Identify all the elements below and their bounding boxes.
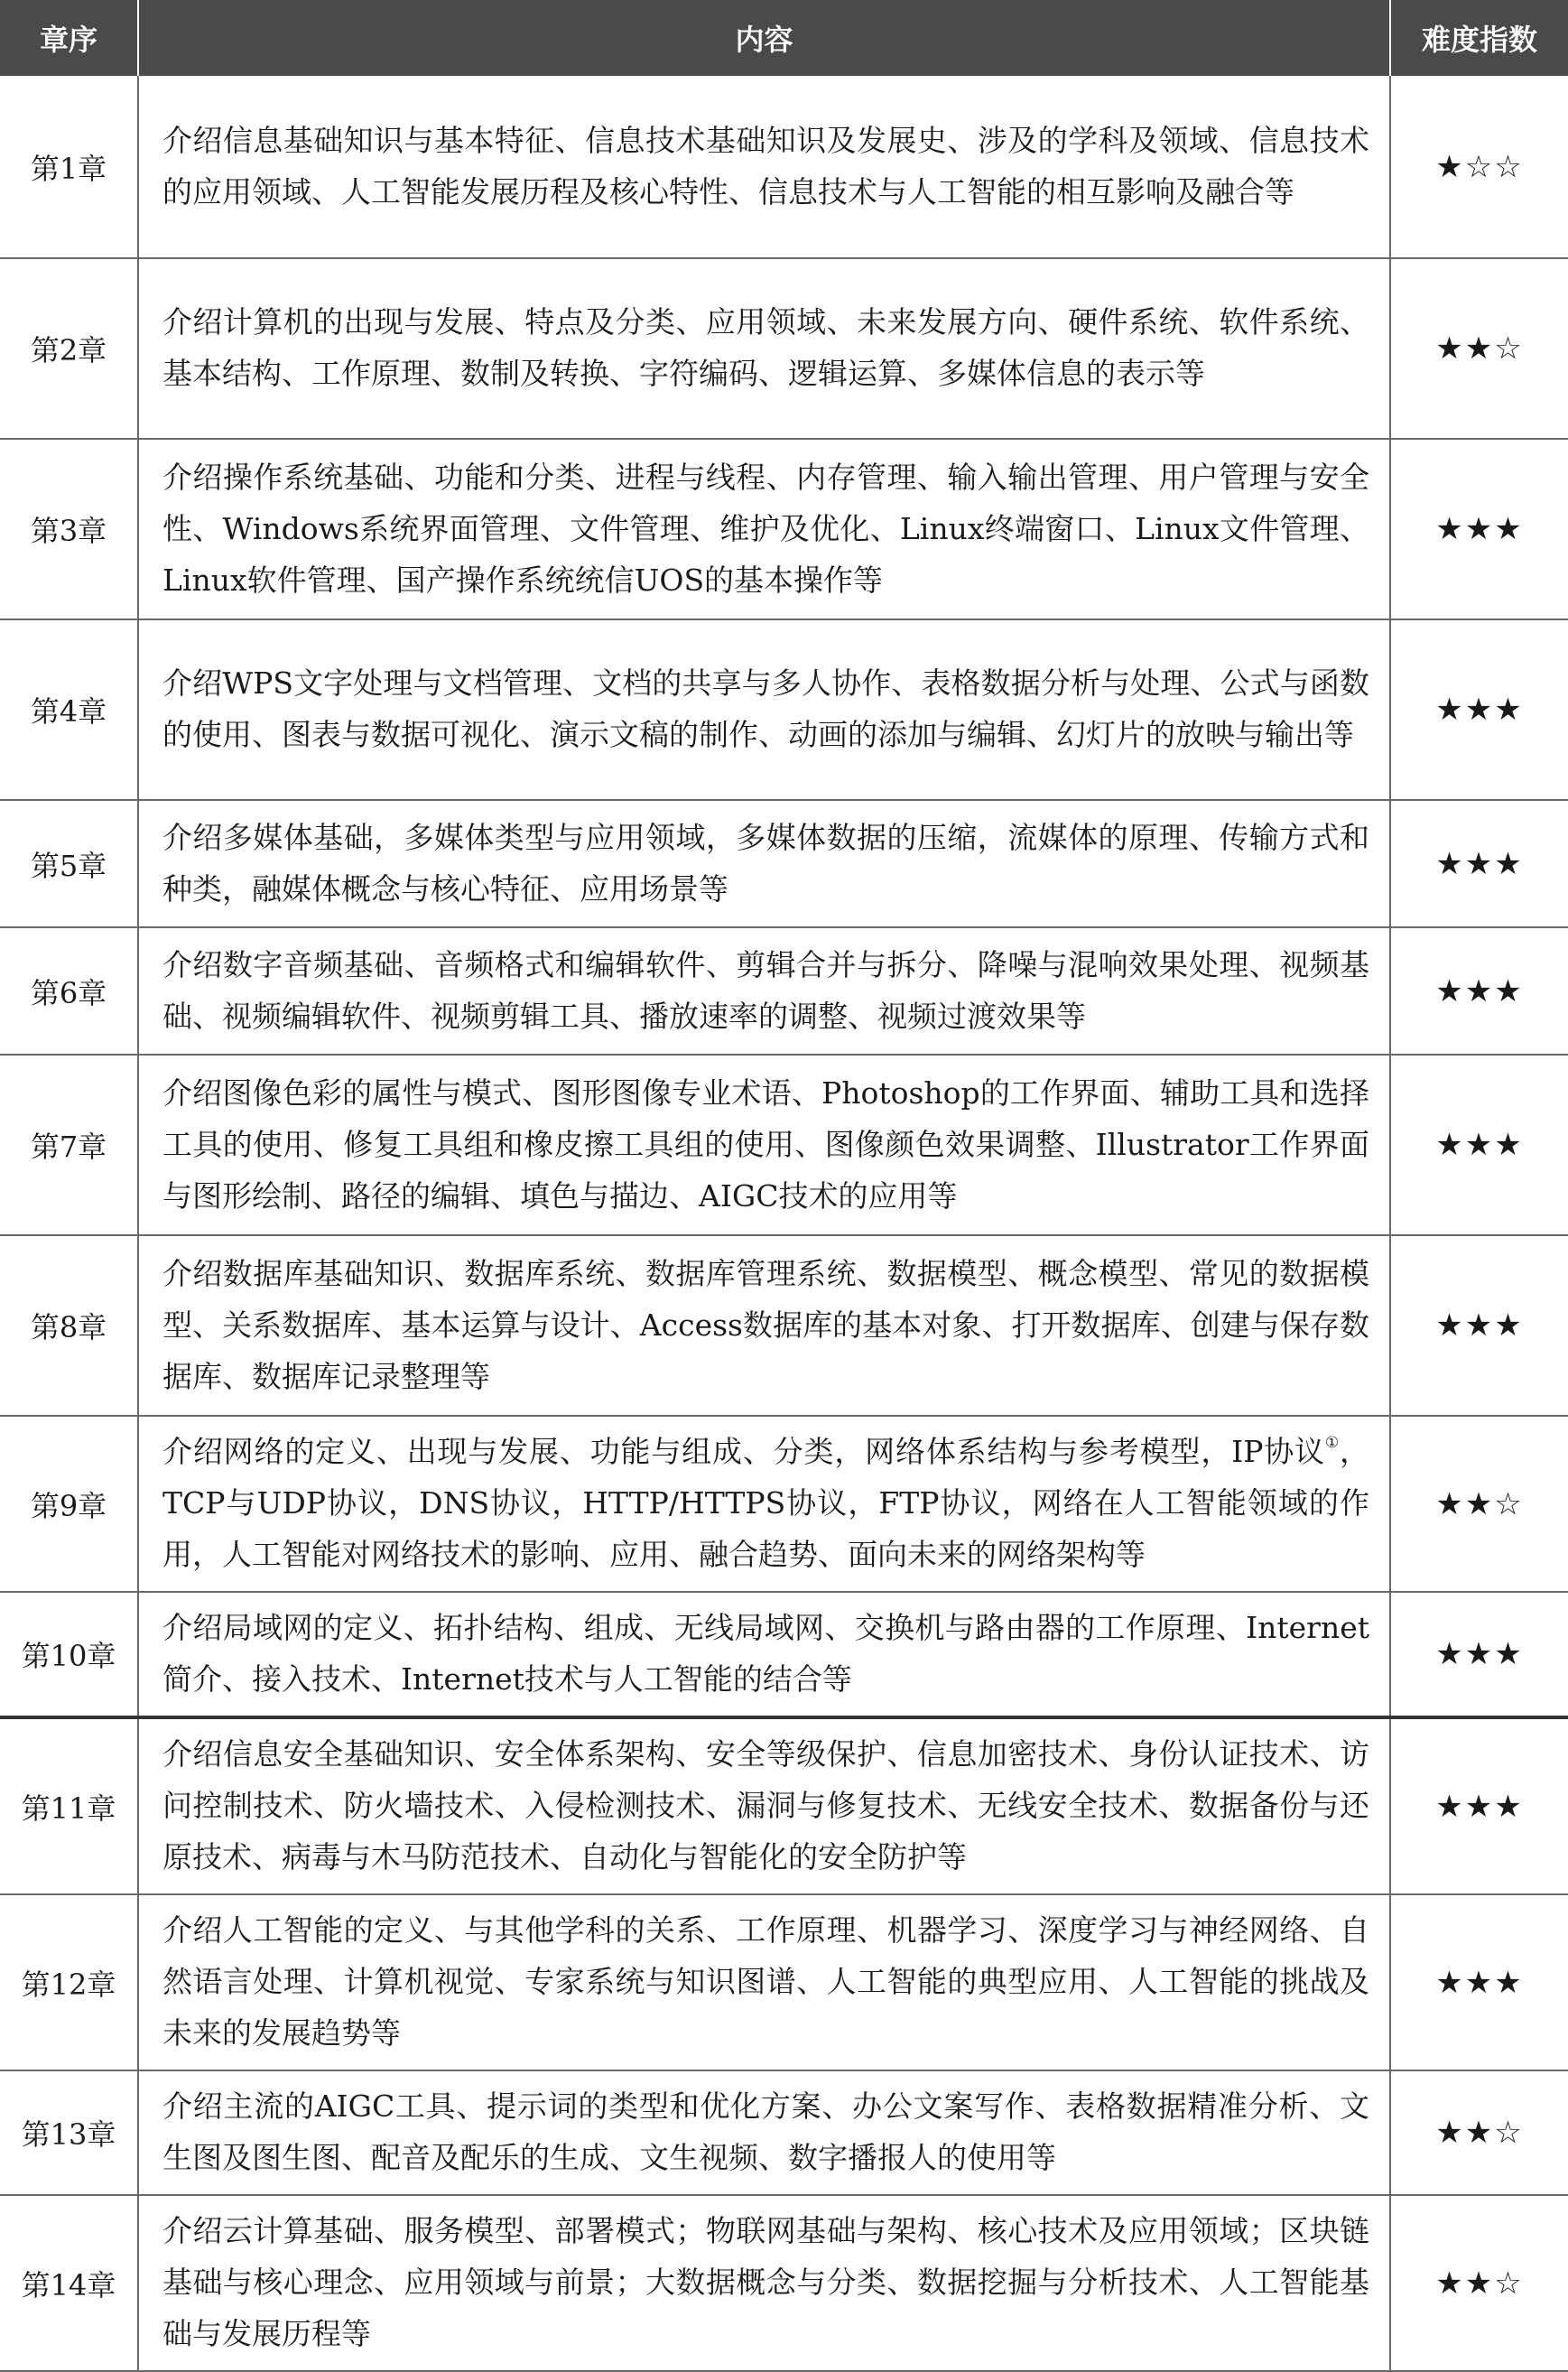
footnote-marker: ①: [1324, 1434, 1340, 1452]
content-cell: 介绍云计算基础、服务模型、部署模式；物联网基础与架构、核心技术及应用领域；区块链基础与核心理念、应用领域与前景；大数据概念与分类、数据挖掘与分析技术、人工智能基础与发展历程等: [138, 2195, 1390, 2371]
chapter-cell: 第9章: [0, 1416, 138, 1592]
table-row: [0, 1416, 1568, 1592]
table-row: [0, 1717, 1568, 1894]
difficulty-stars: ★★★: [1390, 439, 1568, 619]
difficulty-stars: ★★★: [1390, 619, 1568, 800]
table-row: [0, 76, 1568, 258]
table-row: [0, 2195, 1568, 2371]
table-row: [0, 800, 1568, 927]
header-chapter: 章序: [0, 0, 138, 76]
table-row: [0, 439, 1568, 619]
content-cell: 介绍多媒体基础，多媒体类型与应用领域，多媒体数据的压缩，流媒体的原理、传输方式和种类，融媒体概念与核心特征、应用场景等: [138, 800, 1390, 927]
table-row: [0, 1592, 1568, 1717]
content-cell: 介绍信息安全基础知识、安全体系架构、安全等级保护、信息加密技术、身份认证技术、访问控制技术、防火墙技术、入侵检测技术、漏洞与修复技术、无线安全技术、数据备份与还原技术、病毒与木马防范技术、自动化与智能化的安全防护等: [138, 1717, 1390, 1894]
table-row: [0, 619, 1568, 800]
content-cell: 介绍操作系统基础、功能和分类、进程与线程、内存管理、输入输出管理、用户管理与安全性、Windows系统界面管理、文件管理、维护及优化、Linux终端窗口、Linux文件管理、Linux软件管理、国产操作系统统信UOS的基本操作等: [138, 439, 1390, 619]
chapter-cell: 第10章: [0, 1592, 138, 1717]
difficulty-stars: ★★☆: [1390, 2070, 1568, 2195]
chapter-cell: 第11章: [0, 1717, 138, 1894]
content-text: 介绍网络的定义、出现与发展、功能与组成、分类，网络体系结构与参考模型，IP协议: [162, 1434, 1325, 1469]
table-row: [0, 1235, 1568, 1416]
chapter-cell: 第1章: [0, 76, 138, 258]
difficulty-stars: ★★☆: [1390, 2195, 1568, 2371]
chapter-cell: 第13章: [0, 2070, 138, 2195]
table-row: [0, 1055, 1568, 1235]
chapter-cell: 第8章: [0, 1235, 138, 1416]
content-cell: 介绍数字音频基础、音频格式和编辑软件、剪辑合并与拆分、降噪与混响效果处理、视频基础、视频编辑软件、视频剪辑工具、播放速率的调整、视频过渡效果等: [138, 927, 1390, 1055]
content-cell: 介绍WPS文字处理与文档管理、文档的共享与多人协作、表格数据分析与处理、公式与函数的使用、图表与数据可视化、演示文稿的制作、动画的添加与编辑、幻灯片的放映与输出等: [138, 619, 1390, 800]
content-cell: 介绍图像色彩的属性与模式、图形图像专业术语、Photoshop的工作界面、辅助工具和选择工具的使用、修复工具组和橡皮擦工具组的使用、图像颜色效果调整、Illustrator工作界面与图形绘制、路径的编辑、填色与描边、AIGC技术的应用等: [138, 1055, 1390, 1235]
content-cell: [138, 1416, 1390, 1592]
header-content: 内容: [138, 0, 1390, 76]
difficulty-stars: ★★★: [1390, 1717, 1568, 1894]
header-row: [0, 0, 1568, 76]
content-cell: 介绍局域网的定义、拓扑结构、组成、无线局域网、交换机与路由器的工作原理、Internet简介、接入技术、Internet技术与人工智能的结合等: [138, 1592, 1390, 1717]
difficulty-stars: ★★★: [1390, 800, 1568, 927]
chapter-cell: 第4章: [0, 619, 138, 800]
content-cell: 介绍数据库基础知识、数据库系统、数据库管理系统、数据模型、概念模型、常见的数据模型、关系数据库、基本运算与设计、Access数据库的基本对象、打开数据库、创建与保存数据库、数据库记录整理等: [138, 1235, 1390, 1416]
table-row: [0, 1894, 1568, 2070]
content-cell: 介绍计算机的出现与发展、特点及分类、应用领域、未来发展方向、硬件系统、软件系统、基本结构、工作原理、数制及转换、字符编码、逻辑运算、多媒体信息的表示等: [138, 258, 1390, 439]
content-cell: 介绍信息基础知识与基本特征、信息技术基础知识及发展史、涉及的学科及领域、信息技术的应用领域、人工智能发展历程及核心特性、信息技术与人工智能的相互影响及融合等: [138, 76, 1390, 258]
difficulty-stars: ★★☆: [1390, 258, 1568, 439]
table-row: [0, 258, 1568, 439]
chapter-cell: 第5章: [0, 800, 138, 927]
difficulty-stars: ★☆☆: [1390, 76, 1568, 258]
table-row: [0, 2070, 1568, 2195]
difficulty-stars: ★★★: [1390, 1055, 1568, 1235]
difficulty-stars: ★★☆: [1390, 1416, 1568, 1592]
chapter-cell: 第7章: [0, 1055, 138, 1235]
chapter-cell: 第14章: [0, 2195, 138, 2371]
chapter-cell: 第3章: [0, 439, 138, 619]
difficulty-stars: ★★★: [1390, 927, 1568, 1055]
chapter-cell: 第2章: [0, 258, 138, 439]
header-difficulty: 难度指数: [1390, 0, 1568, 76]
content-cell: 介绍主流的AIGC工具、提示词的类型和优化方案、办公文案写作、表格数据精准分析、文生图及图生图、配音及配乐的生成、文生视频、数字播报人的使用等: [138, 2070, 1390, 2195]
content-text: ，TCP与UDP协议，DNS协议，HTTP/HTTPS协议，FTP协议，网络在人工智能领域的作用，人工智能对网络技术的影响、应用、融合趋势、面向未来的网络架构等: [162, 1434, 1369, 1572]
difficulty-stars: ★★★: [1390, 1592, 1568, 1717]
table-body: [0, 76, 1568, 2371]
content-cell: 介绍人工智能的定义、与其他学科的关系、工作原理、机器学习、深度学习与神经网络、自然语言处理、计算机视觉、专家系统与知识图谱、人工智能的典型应用、人工智能的挑战及未来的发展趋势等: [138, 1894, 1390, 2070]
difficulty-stars: ★★★: [1390, 1235, 1568, 1416]
table-header: [0, 0, 1568, 76]
chapter-cell: 第6章: [0, 927, 138, 1055]
difficulty-stars: ★★★: [1390, 1894, 1568, 2070]
table-row: [0, 927, 1568, 1055]
chapter-cell: 第12章: [0, 1894, 138, 2070]
